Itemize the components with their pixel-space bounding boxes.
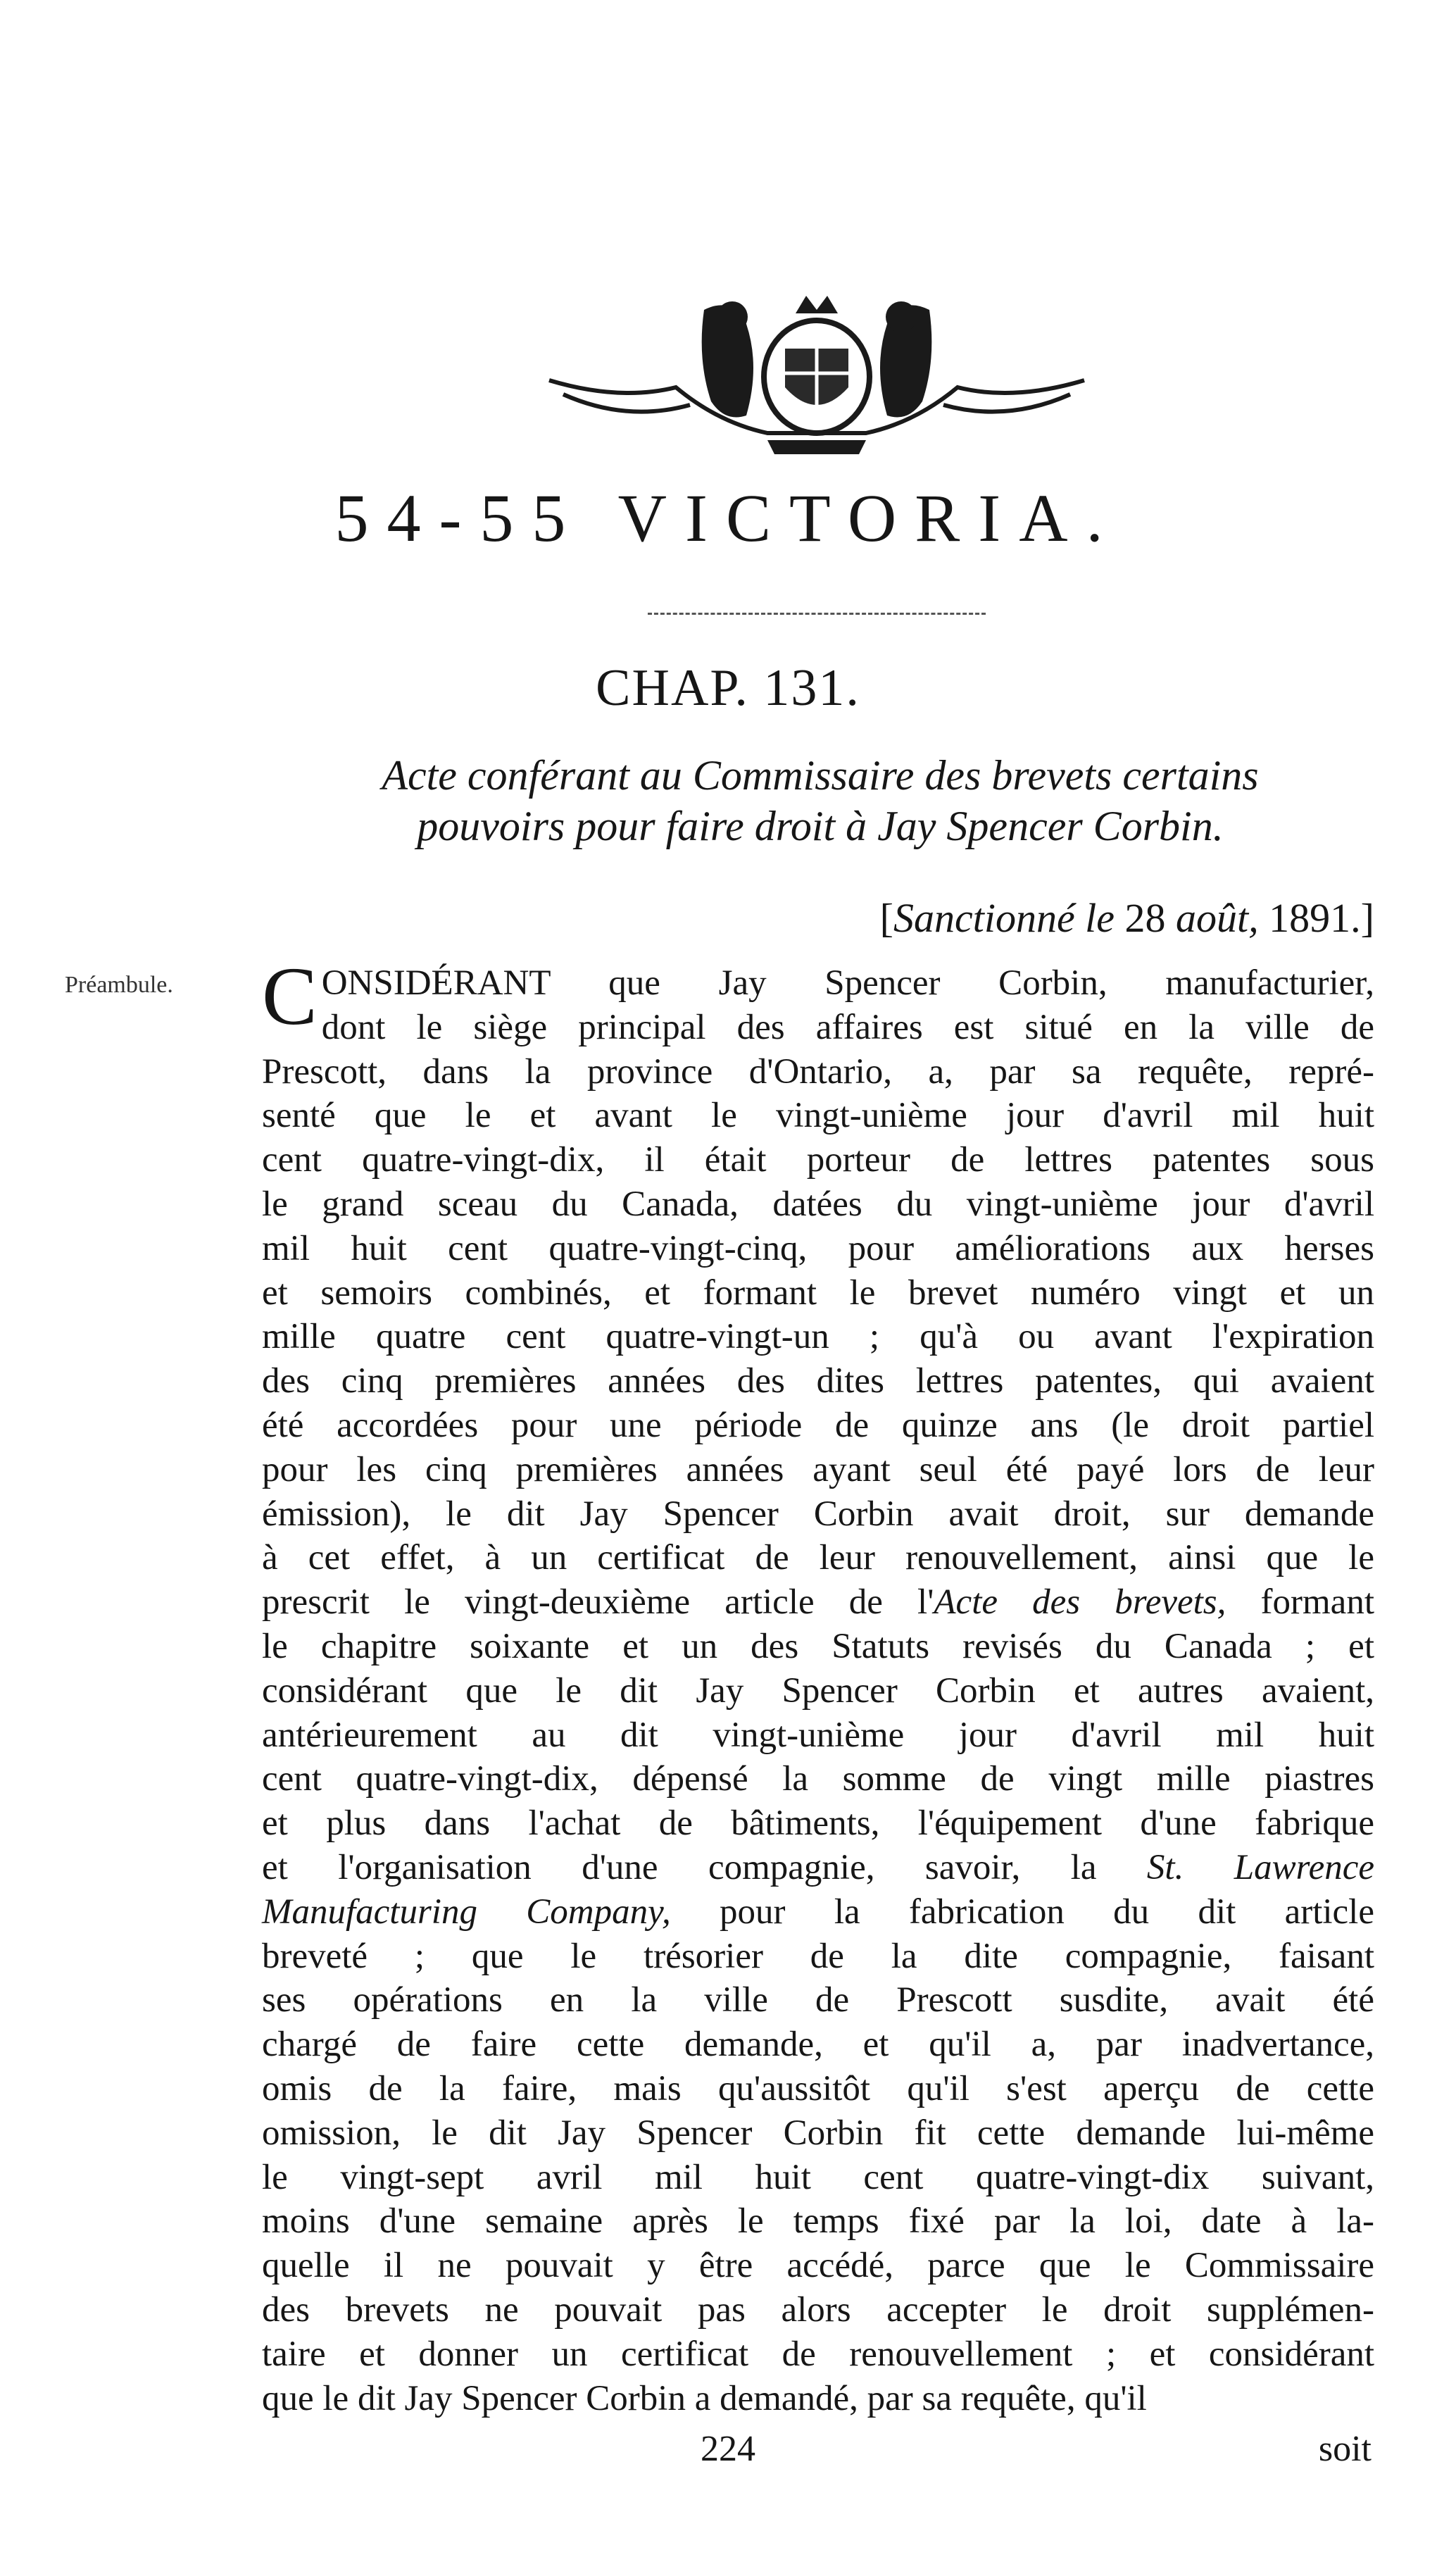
- text-line: omis de la faire, mais qu'aussitôt qu'il s'est aperçu de cette: [262, 2068, 1374, 2108]
- assent-month: août,: [1176, 895, 1259, 941]
- act-title-line: pouvoirs pour faire droit à Jay Spencer Corbin.: [417, 803, 1224, 849]
- text-line: pour les cinq premières années ayant seul été payé lors de leur: [262, 1449, 1374, 1489]
- text-line: mille quatre cent quatre-vingt-un ; qu'à ou avant l'expiration: [262, 1317, 1374, 1357]
- regnal-year-heading: 54-55 VICTORIA.: [334, 480, 1122, 556]
- text-line: [262, 1890, 1374, 1935]
- text-line: considérant que le dit Jay Spencer Corbin et autres avaient,: [262, 1670, 1374, 1711]
- text-line: moins d'une semaine après le temps fixé par la loi, date à la-: [262, 2201, 1374, 2242]
- text-line: taire et donner un certificat de renouvellement ; et considérant: [262, 2334, 1374, 2374]
- assent-year: 1891.]: [1258, 895, 1374, 941]
- act-title: [268, 750, 1373, 851]
- text-line: cent quatre-vingt-dix, dépensé la somme de vingt mille piastres: [262, 1759, 1374, 1799]
- royal-coat-of-arms-icon: [535, 282, 1098, 465]
- text-line: Prescott, dans la province d'Ontario, a, par sa requête, repré-: [262, 1051, 1374, 1092]
- text-line: le grand sceau du Canada, datées du vingt-unième jour d'avril: [262, 1184, 1374, 1224]
- text-segment: prescrit le vingt-deuxième article de l': [262, 1582, 934, 1623]
- text-line: ses opérations en la ville de Prescott susdite, avait été: [262, 1980, 1374, 2020]
- preamble-text: [262, 950, 1374, 2420]
- italic-act-name: Acte des brevets,: [934, 1582, 1226, 1623]
- text-line: que le dit Jay Spencer Corbin a demandé, par sa requête, qu'il: [262, 2378, 1147, 2418]
- text-line: à cet effet, à un certificat de leur renouvellement, ainsi que le: [262, 1538, 1374, 1578]
- text-line: été accordées pour une période de quinze ans (le droit partiel: [262, 1405, 1374, 1445]
- text-line: quelle il ne pouvait y être accédé, parce que le Commissaire: [262, 2246, 1374, 2286]
- text-line: émission), le dit Jay Spencer Corbin avait droit, sur demande: [262, 1494, 1374, 1534]
- text-line: senté que le et avant le vingt-unième jour d'avril mil huit: [262, 1096, 1374, 1136]
- text-line: et semoirs combinés, et formant le brevet numéro vingt et un: [262, 1273, 1374, 1313]
- assent-label: Sanctionné le: [893, 895, 1115, 941]
- divider-rule: [648, 613, 986, 618]
- drop-capital: C: [262, 950, 318, 1042]
- text-line: antérieurement au dit vingt-unième jour d'avril mil huit: [262, 1715, 1374, 1755]
- text-line: dont le siège principal des affaires est situé en la ville de: [321, 1007, 1374, 1047]
- text-line: cent quatre-vingt-dix, il était porteur de lettres patentes sous: [262, 1140, 1374, 1180]
- text-line: omission, le dit Jay Spencer Corbin fit cette demande lui-même: [262, 2113, 1374, 2153]
- text-line: des brevets ne pouvait pas alors accepter le droit supplémen-: [262, 2289, 1374, 2330]
- text-segment: et l'organisation d'une compagnie, savoir, la: [262, 1847, 1147, 1887]
- act-title-line: Acte conférant au Commissaire des brevets certains: [382, 752, 1259, 799]
- text-line: ONSIDÉRANT que Jay Spencer Corbin, manufacturier,: [321, 963, 1374, 1003]
- text-line: et plus dans l'achat de bâtiments, l'équipement d'une fabrique: [262, 1804, 1374, 1844]
- italic-company-name: Manufacturing Company,: [262, 1892, 671, 1932]
- text-line: des cinq premières années des dites lettres patentes, qui avaient: [262, 1361, 1374, 1401]
- assent-bracket: [: [879, 895, 893, 941]
- assent-date: [880, 894, 1374, 942]
- text-line: le chapitre soixante et un des Statuts revisés du Canada ; et: [262, 1626, 1374, 1666]
- catchword: soit: [1318, 2429, 1372, 2469]
- assent-day: 28: [1115, 895, 1176, 941]
- page-number: 224: [701, 2429, 755, 2469]
- text-line: le vingt-sept avril mil huit cent quatre-vingt-dix suivant,: [262, 2157, 1374, 2197]
- italic-company-name: St. Lawrence: [1146, 1847, 1374, 1887]
- text-line: mil huit cent quatre-vingt-cinq, pour améliorations aux herses: [262, 1228, 1374, 1268]
- text-line: breveté ; que le trésorier de la dite compagnie, faisant: [262, 1936, 1374, 1976]
- margin-note-preamble: Préambule.: [65, 972, 173, 998]
- text-line: [262, 1846, 1374, 1890]
- text-line: chargé de faire cette demande, et qu'il a, par inadvertance,: [262, 2025, 1374, 2065]
- text-segment: pour la fabrication du dit article: [670, 1892, 1374, 1932]
- chapter-heading: CHAP. 131.: [596, 659, 860, 717]
- text-segment: formant: [1226, 1582, 1374, 1623]
- text-line: [262, 1580, 1374, 1625]
